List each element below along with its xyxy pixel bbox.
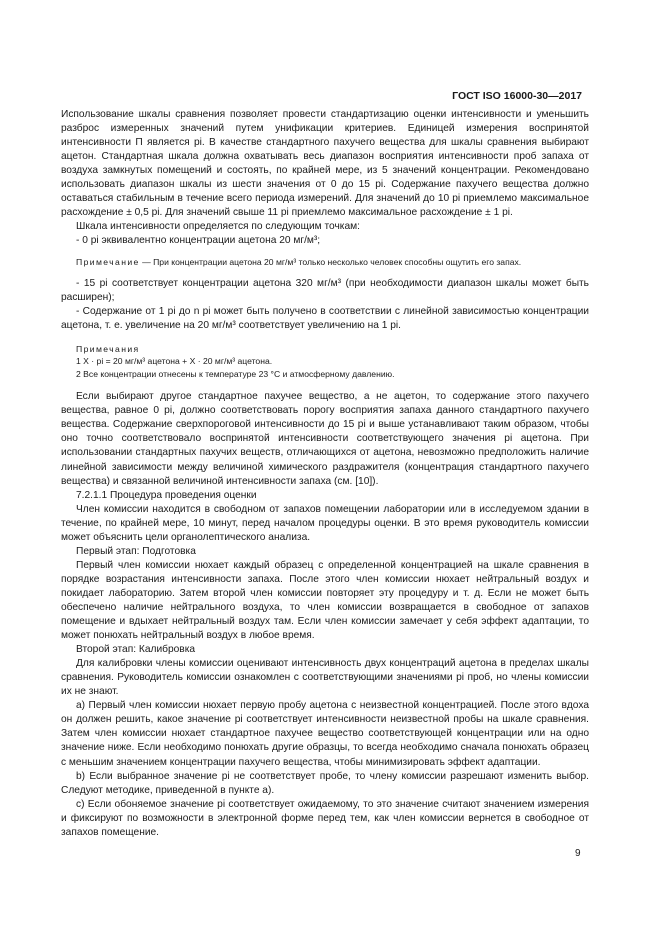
- stage-heading: Первый этап: Подготовка: [76, 545, 196, 557]
- document-header: ГОСТ ISO 16000-30—2017: [452, 90, 582, 102]
- paragraph: Для калибровки члены комиссии оценивают интенсивность двух концентраций ацетона в пределах шкалы сравнения. Руководитель комиссии ознакомлен с соответствующими значениями pi проб, но члены комиссии их не знают.: [61, 658, 589, 698]
- paragraph: Член комиссии находится в свободном от запахов помещении лаборатории или в исследуемом здании в течение, по крайней мере, 10 минут, перед началом процедуры оценки. В это время руководитель комиссии может объяснить цели органолептического анализа.: [61, 503, 589, 543]
- paragraph: Шкала интенсивности определяется по следующим точкам:: [76, 221, 360, 233]
- note: 2 Все концентрации отнесены к температуре 23 °С и атмосферному давлению.: [76, 368, 395, 379]
- list-item: - 0 pi эквивалентно концентрации ацетона 20 мг/м³;: [76, 235, 321, 247]
- list-item: - 15 pi соответствует концентрации ацетона 320 мг/м³ (при необходимости диапазон шкалы может быть расширен);: [61, 277, 589, 303]
- paragraph: Первый член комиссии нюхает каждый образец с определенной концентрацией на шкале сравнения в порядке возрастания интенсивности запаха. После этого член комиссии нюхает нейтральный воздух и покидает лабораторию. Затем второй член комиссии повторяет эту процедуру и т. д. Если не может быть обеспечено наличие нейтрального воздуха, то член комиссии возвращается в свободное от запахов помещение и вдыхает нейтральный воздух там. Если член комиссии замечает у себя эффект адаптации, то может понюхать нейтральный воздух в любое время.: [61, 559, 589, 642]
- note-label: Примечание: [76, 257, 140, 268]
- page-number: 9: [575, 848, 581, 859]
- note: [61, 256, 589, 268]
- list-item: b) Если выбранное значение pi не соответствует пробе, то члену комиссии разрешают изменить выбор. Следуют методике, приведенной в пункте а).: [61, 770, 589, 796]
- paragraph: Если выбирают другое стандартное пахучее вещество, а не ацетон, то содержание этого пахучего вещества, равное 0 pi, должно соответствовать порогу восприятия запаха данного стандартного пахучего вещества. Содержание сверхпороговой интенсивности до 15 pi и выше устанавливают таким образом, чтобы оно точно соответствовало воспринятой интенсивности соответствующего значения pi ацетона. При использовании стандартных пахучих веществ, отличающихся от ацетона, невозможно предположить наличие линейной зависимости между величиной химического раздражителя (концентрация стандартного пахучего вещества) и связанной величиной интенсивности запаха (см. [10]).: [61, 391, 589, 487]
- list-item: a) Первый член комиссии нюхает первую пробу ацетона с неизвестной концентрацией. После этого вдоха он должен решить, какое значение pi соответствует интенсивности неизвестной пробы на шкале сравнения. Затем член комиссии нюхает стандартное пахучее вещество соответствующей концентрации или на одно значение ниже. Если необходимо понюхать другие образцы, то всегда необходимо сначала понюхать образец с меньшим значением концентрации пахучего вещества, чтобы минимизировать эффект адаптации.: [61, 700, 589, 768]
- list-item: c) Если обоняемое значение pi соответствует ожидаемому, то это значение считают значением измерения и фиксируют по возможности в электронной форме перед тем, как член комиссии вернется в свободное от запахов помещение.: [61, 798, 589, 838]
- note: 1 X · pi = 20 мг/м³ ацетона + X · 20 мг/м³ ацетона.: [76, 356, 273, 367]
- document-body: [61, 108, 589, 840]
- note-text: — При концентрации ацетона 20 мг/м³ только несколько человек способны ощутить его запах.: [139, 257, 522, 268]
- list-item: - Содержание от 1 pi до n pi может быть получено в соответствии с линейной зависимостью концентрации ацетона, т. е. увеличение на 20 мг/м³ соответствует увеличению на 1 pi.: [61, 305, 589, 332]
- section-heading: 7.2.1.1 Процедура проведения оценки: [76, 489, 257, 501]
- paragraph: Использование шкалы сравнения позволяет провести стандартизацию оценки интенсивности и уменьшить разброс измеренных значений путем унификации критериев. Единицей измерения воспринятой интенсивности Π является pi. В качестве стандартного пахучего вещества для шкалы сравнения выбирают ацетон. Стандартная шкала должна охватывать весь диапазон восприятия интенсивности проб запаха от воздуха замкнутых помещений и состоять, по крайней мере, из 5 значений концентрации. Рекомендовано использовать диапазон шкалы из шести значения от 0 до 15 pi. Содержание пахучего вещества должно оставаться стабильным в течение всего периода измерений. Для значений до 10 pi приемлемо максимальное расхождение ± 0,5 pi. Для значений свыше 11 pi приемлемо максимальное расхождение ± 1 pi.: [61, 109, 589, 219]
- notes-label: Примечания: [76, 344, 140, 355]
- stage-heading: Второй этап: Калибровка: [76, 644, 196, 656]
